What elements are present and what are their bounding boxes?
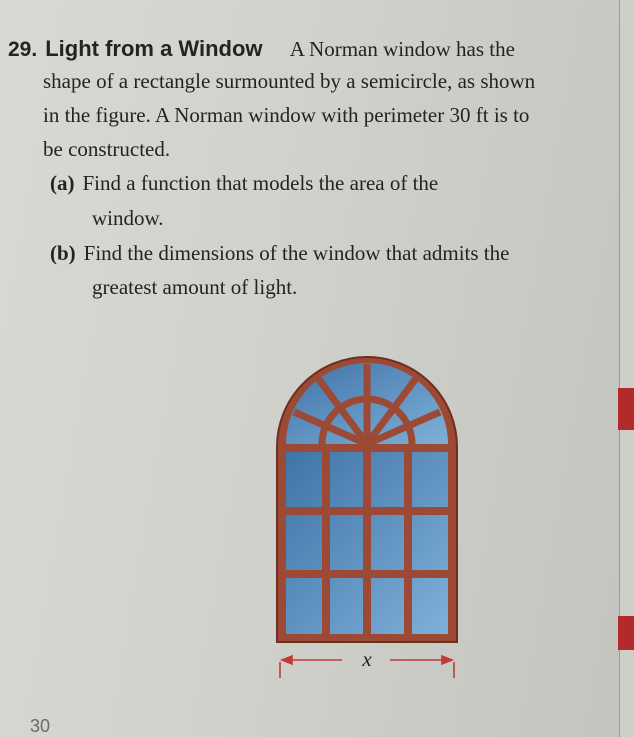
red-page-tab-upper <box>618 388 634 430</box>
problem-title: Light from a Window <box>45 36 263 61</box>
page-footer: 30 <box>30 716 51 736</box>
problem-number: 29. <box>8 38 38 61</box>
width-label: x <box>362 647 372 671</box>
part-b-text-2: greatest amount of light. <box>92 275 298 299</box>
part-b-text-1: Find the dimensions of the window that admits the <box>83 241 510 265</box>
problem-heading-line <box>8 36 515 63</box>
intro-line-1: A Norman window has the <box>289 37 515 61</box>
intro-line-2: shape of a rectangle surmounted by a semicircle, as shown <box>43 69 536 93</box>
part-b-line-1 <box>50 240 509 266</box>
red-page-tab-lower <box>618 616 634 650</box>
intro-line-3: in the figure. A Norman window with perimeter 30 ft is to <box>43 103 530 127</box>
part-b-label: (b) <box>50 241 76 265</box>
part-a-line-1 <box>50 170 438 196</box>
part-a-text-2: window. <box>92 206 164 230</box>
intro-line-4: be constructed. <box>43 137 171 161</box>
part-a-label: (a) <box>50 171 75 195</box>
norman-window-figure <box>272 352 462 692</box>
norman-window-drawing <box>272 352 462 692</box>
part-a-text-1: Find a function that models the area of the <box>82 171 439 195</box>
